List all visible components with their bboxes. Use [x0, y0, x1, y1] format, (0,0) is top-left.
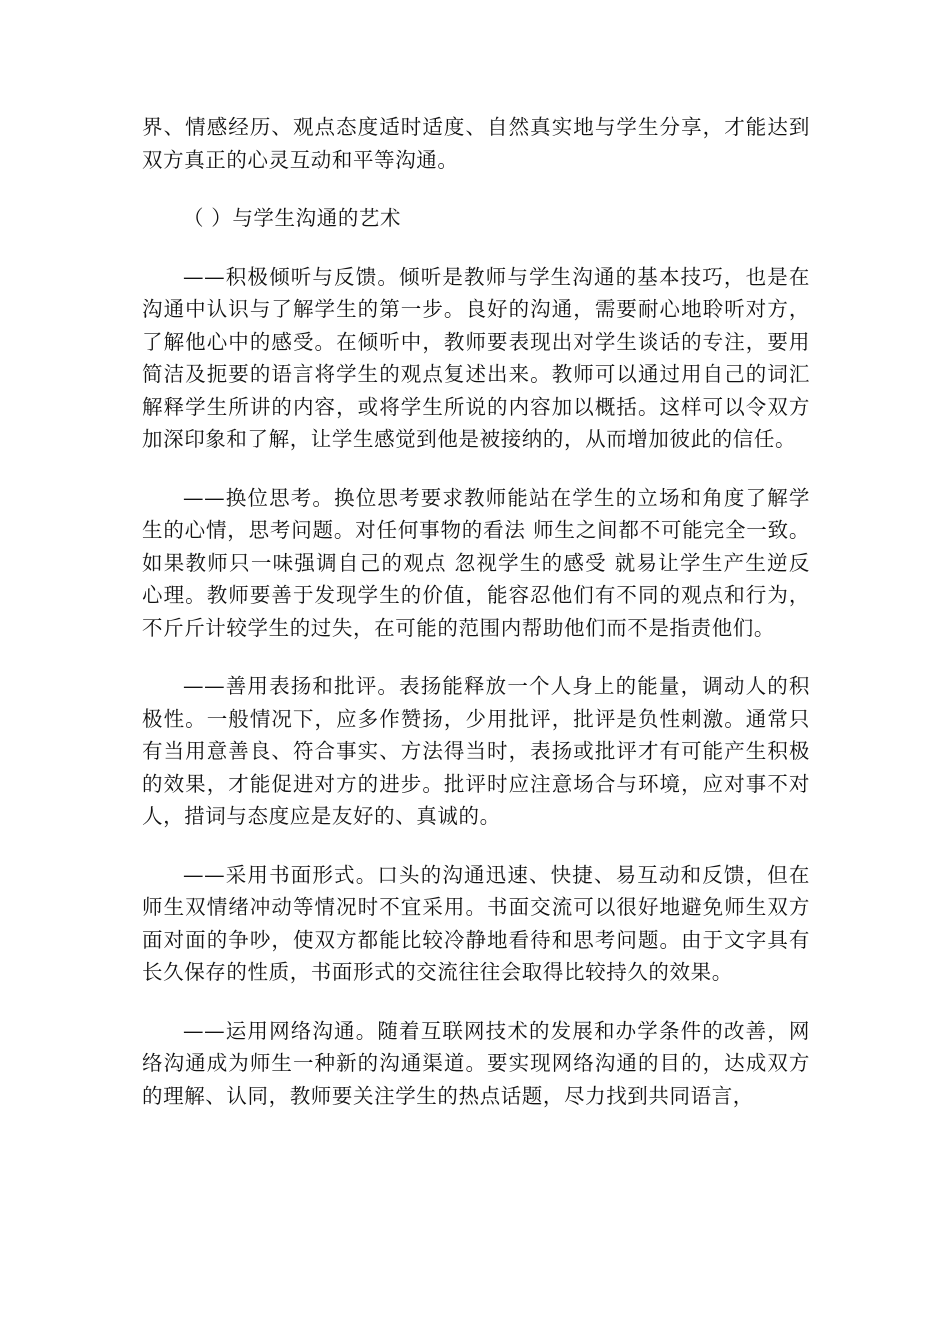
paragraph-empathy: ——换位思考。换位思考要求教师能站在学生的立场和角度了解学生的心情，思考问题。对任何事物的看法 师生之间都不可能完全一致。如果教师只一味强调自己的观点 忽视学生的感受 就易让学生产生逆反心理。教师要善于发现学生的价值，能容忍他们有不同的观点和行为，不斤斤计较学生的过失，在可能的范围内帮助他们而不是指责他们。	[142, 485, 810, 640]
paragraph-continuation: 界、情感经历、观点态度适时适度、自然真实地与学生分享，才能达到双方真正的心灵互动和平等沟通。	[142, 115, 810, 172]
paragraph-active-listening: ——积极倾听与反馈。倾听是教师与学生沟通的基本技巧，也是在沟通中认识与了解学生的第一步。良好的沟通，需要耐心地聆听对方，了解他心中的感受。在倾听中，教师要表现出对学生谈话的专注，要用简洁及扼要的语言将学生的观点复述出来。教师可以通过用自己的词汇解释学生所讲的内容，或将学生所说的内容加以概括。这样可以令双方加深印象和了解，让学生感觉到他是被接纳的，从而增加彼此的信任。	[142, 264, 810, 451]
paragraph-online-communication: ——运用网络沟通。随着互联网技术的发展和办学条件的改善，网络沟通成为师生一种新的沟通渠道。要实现网络沟通的目的，达成双方的理解、认同，教师要关注学生的热点话题，尽力找到共同语言，	[142, 1018, 810, 1108]
section-heading: （ ）与学生沟通的艺术	[183, 206, 402, 230]
paragraph-praise-criticism: ——善用表扬和批评。表扬能释放一个人身上的能量，调动人的积极性。一般情况下，应多作赞扬，少用批评，批评是负性刺激。通常只有当用意善良、符合事实、方法得当时，表扬或批评才有可能产生积极的效果，才能促进对方的进步。批评时应注意场合与环境，应对事不对人，措词与态度应是友好的、真诚的。	[142, 674, 810, 828]
document-body	[142, 111, 810, 1112]
paragraph-written-form: ——采用书面形式。口头的沟通迅速、快捷、易互动和反馈，但在师生双情绪冲动等情况时不宜采用。书面交流可以很好地避免师生双方面对面的争吵，使双方都能比较冷静地看待和思考问题。由于文字具有长久保存的性质，书面形式的交流往往会取得比较持久的效果。	[142, 862, 810, 984]
